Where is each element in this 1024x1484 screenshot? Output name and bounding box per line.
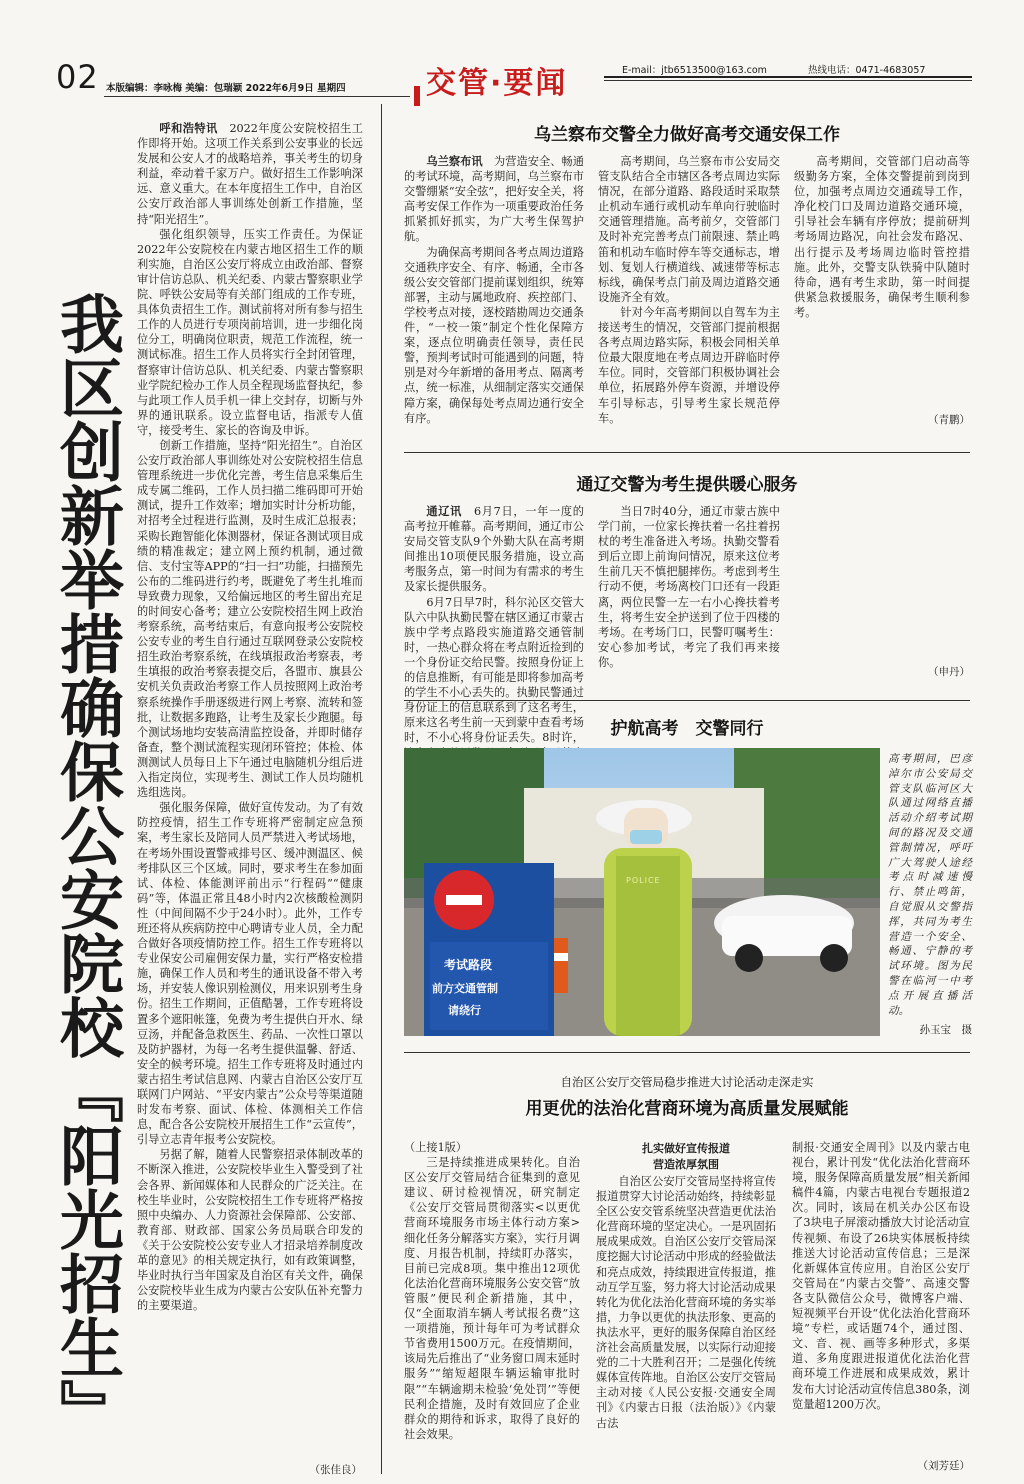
legal-subhead-2: 营造浓厚氛围	[653, 1158, 719, 1171]
section-title: 交管·要闻	[426, 66, 568, 101]
photo-credit: 孙玉宝 摄	[919, 1024, 972, 1036]
legal-col-1	[404, 1140, 580, 1470]
sign-line-3: 请绕行	[448, 1004, 481, 1017]
divider-2	[404, 700, 970, 701]
legal-col3-para-0: 制报·交通安全周刊》以及内蒙古电视台，累计刊发“优化法治化营商环境，服务保障高质量发展”相关新闻稿件4篇，内蒙古电视台专题报道2次。同时，该局在机关办公区布设了3块电子屏滚动播放大讨论活动宣传视频、布设了26块实体展板持续推送大讨论活动宣传信息；三是深化新媒体宣传应用。自治区公安厅交管局在“内蒙古交警”、高速交警各支队微信公众号，微博客户端、短视频平台开设“优化法治化营商环境”专栏，或话题74个，通过图、文、音、视、画等多种形式，多渠道、多角度跟进报道优化法治化营商环境工作进展和成果成效，累计发布大讨论活动宣传信息380条，浏览量超1200万次。	[792, 1141, 970, 1411]
ulanqab-para-4: 高考期间，交管部门启动高等级勤务方案，全体交警提前到岗到位，加强考点周边交通疏导工作，净化校门口及周边道路交通环境，引导社会车辆有序停放；提前研判考场周边路况，向社会发布路况、出行提示及考场周边临时管控措施。此外，交警支队铁骑中队随时待命，遇有考生求助，第一时间提供紧急救援服务，确保考生顺利参考。	[794, 155, 970, 319]
tongliao-para-2: 当日7时40分，通辽市蒙古族中学门前，一位家长搀扶着一名拄着拐杖的考生准备进入考场。执勤交警看到后立即上前询问情况，原来这位考生前几天不慎把腿摔伤。考虑到考生行动不便，考场离校门口还有一段距离，两位民警一左一右小心搀扶着考生，将考生安全护送到了位于四楼的考场。在考场门口，民警叮嘱考生：安心参加考试，考完了我们再来接你。	[598, 505, 780, 669]
ulanqab-headline: 乌兰察布交警全力做好高考交通安保工作	[534, 125, 840, 145]
ulanqab-author: （青鹏）	[928, 414, 970, 426]
legal-subhead-1: 扎实做好宣传报道	[642, 1142, 730, 1155]
tongliao-col-3	[794, 504, 970, 668]
ulanqab-col-1: 乌兰察布讯 为营造安全、畅通的考试环境，高考期间，乌兰察布市交警绷紧“安全弦”，把好安全关，将高考安保工作作为一项重要政治任务抓紧抓好抓实，为广大考生保驾护航。 为确保高考期间各考点周边道路交通秩序安全、有序、畅通，全市各级公安交管部门提前谋划组织，统筹部署，主动与属地政府、疾控部门、学校考点对接，逐校踏勘周边交通条件，“一校一策”制定个性化保障方案，逐点位明确责任领导，责任民警，预判考试时可能遇到的问题，特别是对今年新增的备用考点、隔离考点，统一标准，从细制定落实交通保障方案，确保每处考点周边通行安全有序。	[404, 155, 584, 425]
lead-dateline: 呼和浩特讯	[159, 122, 218, 135]
page-number: 02	[56, 58, 99, 96]
lead-author: （张佳良）	[309, 1464, 362, 1476]
ulanqab-dateline: 乌兰察布讯	[426, 155, 483, 168]
lead-para-4: 另据了解，随着人民警察招录体制改革的不断深入推进，公安院校毕业生入警受到了社会各界、新闻媒体和人民群众的广泛关注。在校生毕业时，公安院校招生工作专班将严格按照中央编办、人力资源社会保障部、公安部、教育部、财政部、国家公务员局联合印发的《关于公安院校公安专业人才招录培养制度改革的意见》的相关规定执行，如有政策调整，毕业时执行当年国家及自治区有关文件，确保公安院校毕业生成为内蒙古公安队伍补充警力的主要渠道。	[137, 1148, 363, 1313]
vest-text: POLICE	[626, 876, 661, 885]
tongliao-para-1: 6月7日早7时，科尔沁区交管大队六中队执勤民警在辖区通辽市蒙古族中学考点路段实施道路交通管制时，一热心群众将在考点附近捡到的一个身份证交给民警。按照身份证上的信息推断，有可能是即将参加高考的学生不小心丢失的。执勤民警通过身份证上的信息联系到了这名考生，原来这名考生前一天到蒙中查看考场时，不小心将身份证丢失。8时许，	[404, 595, 584, 745]
photo-caption: 高考期间，巴彦淖尔市公安局交管支队临河区大队通过网络直播活动介绍考试期间的路况及交通管制情况，呼吁广大驾驶人途经考点时减速慢行、禁止鸣笛，自觉服从交警指挥，共同为考生营造一个安全、畅通、宁静的考试环境。图为民警在临河一中考点开展直播活动。	[888, 753, 972, 1017]
hotline: 热线电话：0471-4683057	[808, 65, 926, 76]
news-photo	[404, 748, 880, 1036]
ulanqab-para-3: 针对今年高考期间以自驾车为主接送考生的情况，交管部门提前根据各考点周边路实际，积极会同相关单位最大限度地在考点周边开辟临时停车位。同时，交管部门积极协调社会单位，拓展路外停车资源，并增设停车引导标志，引导考生家长规范停车。	[598, 305, 780, 425]
tongliao-col-1: 通辽讯 6月7日，一年一度的高考拉开帷幕。高考期间，通辽市公安局交管支队9个外勤大队在高考期间推出10项便民服务措施，设立高考服务点，第一时间为有需求的考生及家长提供服务。 6月7日早7时，科尔沁区交管大队六中队执勤民警在辖区通辽市蒙古族中学考点路段实施道路交通管制时，一热心群众将在考点附近捡到的一个身份证交给民警。按照身份证上的信息推断，有可能是即将参加高考的学生不小心丢失的。执勤民警通过身份证上的信息联系到了这名考生，原来这名考生前一天到蒙中查看考场时，不小心将身份证丢失。8时许，	[404, 504, 584, 684]
photo-headline: 护航高考 交警同行	[610, 719, 764, 739]
legal-author: （刘芳廷）	[917, 1460, 970, 1472]
email-address: E-mail：jtb6513500@163.com	[622, 65, 767, 76]
tongliao-col-2	[598, 504, 780, 684]
editor-line: 本版编辑：李咏梅 美编：包瑞颖 2022年6月9日 星期四	[106, 83, 346, 94]
legal-kicker: 自治区公安厅交管局稳步推进大讨论活动走深走实	[560, 1075, 814, 1089]
legal-col1-para-1: 三是持续推进成果转化。自治区公安厅交管局结合征集到的意见建议、研讨检视情况，研究制定《公安厅交管局贯彻落实<以更优营商环境服务市场主体行动方案>细化任务分解落实方案》，实行月调度、月报告机制，持续盯办落实，目前已完成8项。集中推出12项优化法治化营商环境服务公安交管“放管服”便民利企新措施，其中，仅“全面取消车辆人考试报名费”这一项措施，预计每年可为考试群众节省费用1500万元。在疫情期间，该局先后推出了“业务窗口周末延时服务”“缩短超限车辆运输审批时限”“车辆逾期未检验‘免处罚’”等便民利企措施，及时有效回应了企业群众的期待和诉求，取得了良好的社会效果。	[404, 1156, 580, 1441]
masthead-rule-right	[604, 76, 972, 78]
lead-article-body	[137, 121, 363, 1464]
lead-para-0: 2022年度公安院校招生工作即将开始。这项工作关系到公安事业的长远发展和公安人才的战略培养，事关考生的切身利益，牵动着千家万户。做好招生工作影响深远、意义重大。在本年度招生工作中，自治区公安厅政治部人事训练处创新工作措施，坚持“阳光招生”。	[137, 122, 363, 226]
ulanqab-para-1: 为确保高考期间各考点周边道路交通秩序安全、有序、畅通，全市各级公安交管部门提前谋划组织，统筹部署，主动与属地政府、疾控部门、学校考点对接，逐校踏勘周边交通条件，“一校一策”制定个性化保障方案，逐点位明确责任领导，责任民警，预判考试时可能遇到的问题，特别是对今年新增的备用考点、隔离考点，统一标准，从细制定落实交通保障方案，确保每处考点周边通行安全有序。	[404, 245, 584, 425]
legal-headline: 用更优的法治化营商环境为高质量发展赋能	[525, 1099, 849, 1119]
lead-para-1: 强化组织领导，压实工作责任。为保证2022年公安院校在内蒙古地区招生工作的顺利实施，自治区公安厅将成立由政治部、督察审计信访总队、机关纪委、内蒙古警察职业学院、呼铁公安局等有关部门组成的工作专班，具体负责招生工作。测试前将对所有参与招生工作的人员进行专项岗前培训，进一步细化岗位分工，明确岗位职责，规范工作流程，统一测试标准。招生工作人员将实行全封闭管理，督察审计信访总队、机关纪委、内蒙古警察职业学院纪检办工作人员全程现场监督执纪，参与此项工作人员手机一律上交封存，切断与外界的通讯联系。设立监督电话，指派专人值守，接受考生、家长的咨询及申诉。	[137, 227, 363, 437]
sign-line-1: 考试路段	[444, 958, 493, 972]
tongliao-dateline: 通辽讯	[426, 505, 463, 518]
sign-line-2: 前方交通管制	[432, 982, 498, 995]
column-divider	[381, 104, 382, 1474]
masthead-rule-right-thin	[604, 80, 972, 81]
legal-col-3	[792, 1140, 970, 1452]
red-accent-bar	[414, 86, 420, 106]
tongliao-author: （申丹）	[928, 666, 970, 678]
masthead-rule-left	[104, 96, 410, 97]
lead-para-3: 强化服务保障，做好宣传发动。为了有效防控疫情，招生工作专班将严密制定应急预案，考生家长及陪同人员严禁进入考试场地，在考场外围设置警戒排号区、缓冲测温区、候考排队区三个区域。同时，要求考生在参加面试、体检、体能测评前出示“行程码”“健康码”等，体温正常且48小时内2次核酸检测阴性（中间间隔不少于24小时）。此外，工作专班还将从疾病防控中心聘请专业人员，全力配合做好各项疫情防控工作。招生工作专班将以专业保安公司雇佣安保力量，实行严格安检措施，确保工作人员和考生的通讯设备不带入考场，并安装人像识别检测仪，用来识别考生身份。招生工作期间，正值酷暑，工作专班将设置多个遮阳帐篷，免费为考生提供白开水、绿豆汤，并配备急救医生、药品、一次性口罩以及防护器材，为每一名考生提供温馨、舒适、安全的候考环境。招生工作专班将及时通过内蒙古招生考试信息网、内蒙古自治区公安厅互联网门户网站、“平安内蒙古”公众号等渠道随时发布考察、面试、体检、体测相关工作信息，配合各公安院校开展招生工作“云宣传”，引导立志青年报考公安院校。	[137, 801, 363, 1147]
lead-para-2: 创新工作措施，坚持“阳光招生”。自治区公安厅政治部人事训练处对公安院校招生信息管理系统进一步优化完善，考生信息采集后生成专属二维码，工作人员扫描二维码即可开始测试，提升工作效率；增加实时计分析功能，对招考全过程进行监测，及时生成汇总报表；采购长跑智能化体测器材，保证各测试项目成绩的精准裁定；建立网上预约机制，通过微信、支付宝等APP的“扫一扫”功能，扫描预先公布的二维码进行约考，既避免了考生扎堆而导致费力现象，又给偏远地区的考生留出充足的时间安心备考；建立公安院校招生网上政治考察系统，高考结束后，有意向报考公安院校公安专业的考生自行通过互联网登录公安院校招生政治考察系统，在线填报政治考察表，考生填报的政治考察表提交后，各盟市、旗县公安机关负责政治考察工作人员按照网上政治考察系统操作手册逐级进行网上考察、流转和签批，让数据多跑路，让考生及家长少跑腿。每个测试场地均安装高清监控设备，并即时储存备查，整个测试流程实现闭环管控；体检、体测测试人员每日上下午通过电脑随机分组后进入指定岗位，实现考生、测试工作人员均随机选组选岗。	[137, 438, 363, 800]
legal-col-2	[596, 1174, 776, 1470]
legal-col2-para-0: 自治区公安厅交管局坚持将宣传报道贯穿大讨论活动始终，持续彰显全区公安交管系统坚决营造更优法治化营商环境的坚定决心。一是巩固拓展成果成效。自治区公安厅交管局深度挖掘大讨论活动中形成的经验做法和亮点成效，持续跟进宣传报道，推动互学互鉴，努力将大讨论活动成果转化为优化法治化营商环境的务实举措，力争以更优的执法形象、更高的执法水平，更好的服务保障自治区经济社会高质量发展，以实际行动迎接党的二十大胜利召开；二是强化传统媒体宣传阵地。自治区公安厅交管局主动对接《人民公安报·交通安全周刊》《内蒙古日报（法治版）》《内蒙古法	[596, 1175, 776, 1430]
ulanqab-para-2: 高考期间，乌兰察布市公安局交管支队结合全市辖区各考点周边实际情况，在部分道路、路段适时采取禁止机动车通行或机动车单向行驶临时交通管理措施。高考前夕，交管部门及时补充完善考点门前限速、禁止鸣笛和机动车临时停车等交通标志，增划、复划人行横道线、减速带等标志标线，确保考点门前及周边道路交通设施齐全有效。	[598, 155, 780, 304]
tongliao-headline: 通辽交警为考生提供暖心服务	[576, 475, 798, 495]
divider-3	[404, 1052, 970, 1053]
ulanqab-col-3	[794, 154, 970, 412]
lead-headline: 我区创新举措确保公安院校『阳光招生』	[49, 291, 123, 1443]
legal-col1-para-0: （上接1版）	[404, 1141, 468, 1154]
ulanqab-col-2	[598, 154, 780, 428]
divider-1	[404, 452, 970, 453]
